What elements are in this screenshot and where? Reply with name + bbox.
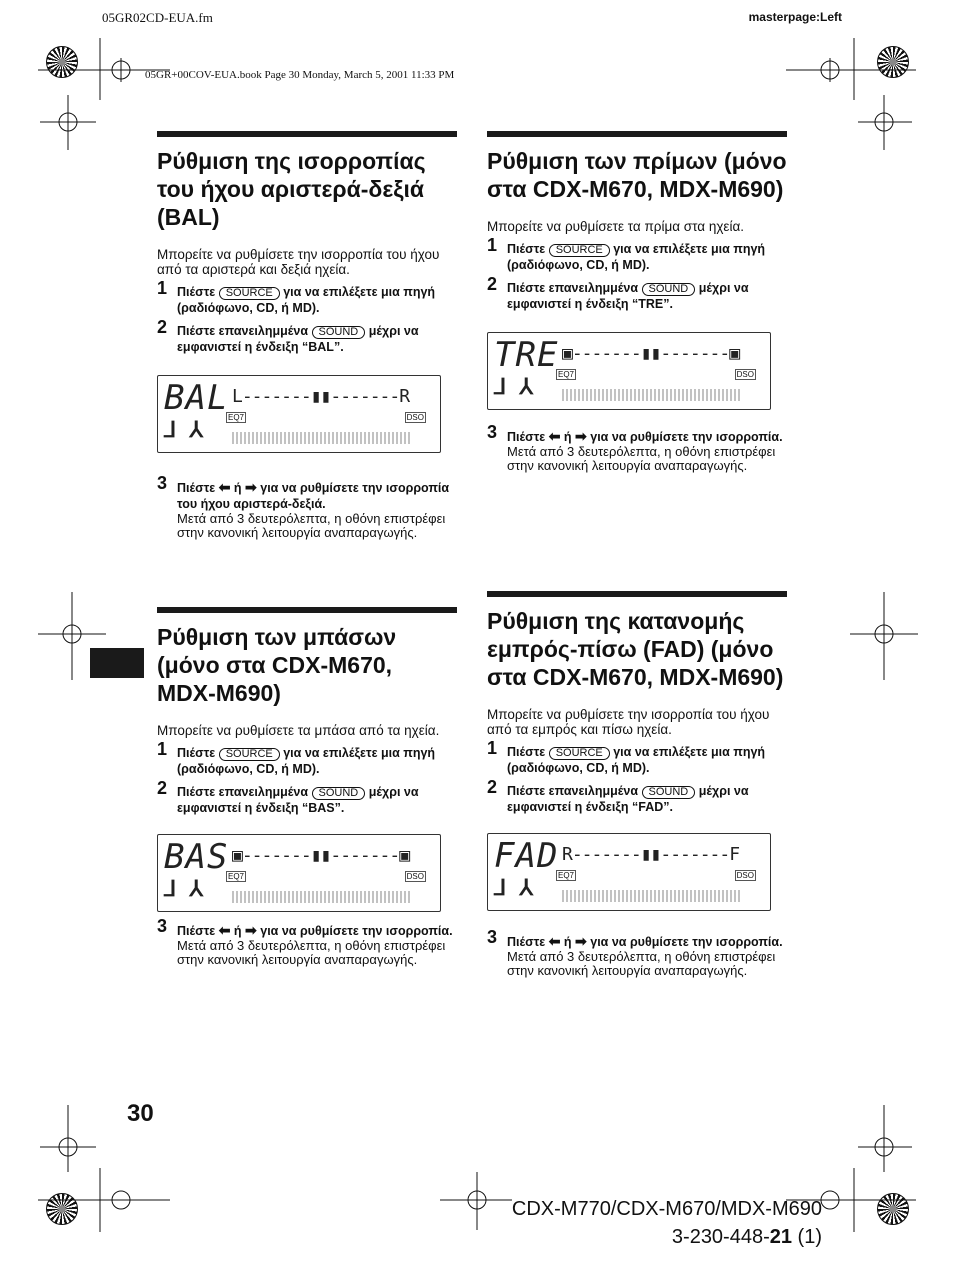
lcd-segment-icon: ⅃ ⅄ [494,375,533,400]
step-2 [487,777,787,815]
section-rule [487,591,787,597]
step-text: Πιέστε [177,746,216,760]
lcd-display-illustration [157,375,441,453]
step-text: Πιέστε επανειλημμένα [177,785,309,799]
right-arrow-icon: ➡ [245,479,257,495]
code-prefix: 3-230-448- [671,1226,770,1248]
lcd-eq-indicator: EQ7 [558,871,575,880]
model-list: CDX-M770/CDX-M670/MDX-M690 [511,1198,822,1220]
step-text: ή [563,430,572,444]
lcd-mode-text: BAS [164,837,229,877]
step-text: ή [233,924,242,938]
sound-key: SOUND [642,786,696,799]
lcd-dso-indicator: DSO [736,871,754,880]
section-treble [487,131,787,473]
lcd-level-bar: ▣-------▮▮-------▣ [232,845,410,866]
step-text: για να επιλέξετε μια πηγή (ραδιόφωνο, CD, ή MD). [507,242,766,272]
lcd-dso-indicator: DSO [406,413,424,422]
lcd-mode-text: BAL [164,378,229,418]
step-text: Πιέστε [177,285,216,299]
section-tab-marker [90,648,144,678]
step-text: για να επιλέξετε μια πηγή (ραδιόφωνο, CD, ή MD). [177,746,436,776]
lcd-dso-indicator: DSO [406,872,424,881]
step-text: για να ρυθμίσετε την ισορροπία. [590,430,783,444]
sound-key: SOUND [312,787,366,800]
step-text: για να επιλέξετε μια πηγή (ραδιόφωνο, CD, ή MD). [507,745,766,775]
step-text: Πιέστε επανειλημμένα [177,324,309,338]
step-number: 1 [157,739,168,759]
step-text: ή [563,935,572,949]
lcd-segment-icon: ⅃ ⅄ [164,418,203,443]
step-text: Πιέστε [507,935,546,949]
step-number: 3 [487,927,498,947]
step-1 [157,739,457,777]
lcd-segment-icon: ⅃ ⅄ [494,876,533,901]
source-key: SOURCE [549,747,610,760]
masterpage-label: masterpage:Left [748,10,842,24]
code-suffix: (1) [792,1226,822,1248]
lcd-mode-text: TRE [494,335,559,375]
section-title: Ρύθμιση των μπάσων (μόνο στα CDX-M670, MDX-M690) [157,624,397,706]
step-3 [487,422,787,473]
lcd-spectrum [232,891,412,903]
step-text: μέχρι να εμφανιστεί η ένδειξη “BAL”. [177,324,419,354]
book-info-line: 05GR+00COV-EUA.book Page 30 Monday, March 5, 2001 11:33 PM [145,69,455,81]
left-arrow-icon: ⬅ [218,479,231,495]
step-text: μέχρι να εμφανιστεί η ένδειξη “TRE”. [507,281,749,311]
step-text: Πιέστε [177,924,216,938]
step-text: ή [233,481,242,495]
step-number: 1 [487,235,498,255]
section-rule [487,131,787,137]
section-intro: Μπορείτε να ρυθμίσετε τα πρίμα στα ηχεία. [487,219,745,234]
lcd-segment-icon: ⅃ ⅄ [164,877,203,902]
step-number: 2 [487,777,498,797]
section-title: Ρύθμιση της ισορροπίας του ήχου αριστερά-δεξιά (BAL) [157,148,426,230]
sound-key: SOUND [642,283,696,296]
step-2 [157,317,457,355]
right-arrow-icon: ➡ [575,428,587,444]
step-2 [157,778,457,816]
section-fader [487,591,787,978]
lcd-spectrum [562,389,742,401]
left-arrow-icon: ⬅ [548,933,561,949]
step-number: 2 [487,274,498,294]
source-key: SOURCE [549,244,610,257]
section-balance [157,131,457,540]
step-1 [487,738,787,776]
step-number: 3 [157,916,168,936]
step-text: μέχρι να εμφανιστεί η ένδειξη “BAS”. [177,785,419,815]
section-rule [157,131,457,137]
lcd-display-illustration [487,332,771,410]
step-note: Μετά από 3 δευτερόλεπτα, η οθόνη επιστρέφει στην κανονική λειτουργία αναπαραγωγής. [177,938,446,967]
section-bass [157,607,457,967]
step-text: Πιέστε [177,481,216,495]
step-text: Πιέστε [507,430,546,444]
step-2 [487,274,787,312]
left-arrow-icon: ⬅ [548,428,561,444]
lcd-dso-indicator: DSO [736,370,754,379]
step-note: Μετά από 3 δευτερόλεπτα, η οθόνη επιστρέφει στην κανονική λειτουργία αναπαραγωγής. [177,511,446,540]
lcd-display-illustration [157,834,441,912]
step-text: μέχρι να εμφανιστεί η ένδειξη “FAD”. [507,784,749,814]
section-title: Ρύθμιση της κατανομής εμπρός-πίσω (FAD) (μόνο στα CDX-M670, MDX-M690) [487,608,784,690]
lcd-level-bar: L-------▮▮-------R [232,386,410,407]
step-1 [157,278,457,316]
step-note: Μετά από 3 δευτερόλεπτα, η οθόνη επιστρέφει στην κανονική λειτουργία αναπαραγωγής. [507,949,776,978]
code-revision: 21 [769,1226,792,1248]
step-number: 2 [157,317,168,337]
section-intro: Μπορείτε να ρυθμίσετε την ισορροπία του ήχου από τα αριστερά και δεξιά ηχεία. [157,247,440,277]
step-number: 2 [157,778,168,798]
right-arrow-icon: ➡ [575,933,587,949]
lcd-level-bar: ▣-------▮▮-------▣ [562,343,740,364]
step-text: για να ρυθμίσετε την ισορροπία. [590,935,783,949]
source-key: SOURCE [219,287,280,300]
step-number: 3 [487,422,498,442]
lcd-display-illustration [487,833,771,911]
step-number: 1 [157,278,168,298]
step-note: Μετά από 3 δευτερόλεπτα, η οθόνη επιστρέφει στην κανονική λειτουργία αναπαραγωγής. [507,444,776,473]
sound-key: SOUND [312,326,366,339]
step-1 [487,235,787,273]
section-intro: Μπορείτε να ρυθμίσετε την ισορροπία του ήχου από τα εμπρός και πίσω ηχεία. [487,707,770,737]
source-filename: 05GR02CD-EUA.fm [102,10,213,25]
section-rule [157,607,457,613]
lcd-level-bar: R-------▮▮-------F [562,844,740,865]
left-arrow-icon: ⬅ [218,922,231,938]
lcd-mode-text: FAD [494,836,559,876]
lcd-spectrum [232,432,412,444]
step-number: 1 [487,738,498,758]
step-text: Πιέστε [507,242,546,256]
lcd-eq-indicator: EQ7 [558,370,575,379]
right-arrow-icon: ➡ [245,922,257,938]
lcd-spectrum [562,890,742,902]
page-number: 30 [127,1100,154,1127]
section-intro: Μπορείτε να ρυθμίσετε τα μπάσα από τα ηχεία. [157,723,440,738]
section-title: Ρύθμιση των πρίμων (μόνο στα CDX-M670, MDX-M690) [487,148,787,202]
lcd-eq-indicator: EQ7 [228,872,245,881]
step-3 [487,927,787,978]
step-text: για να επιλέξετε μια πηγή (ραδιόφωνο, CD, ή MD). [177,285,436,315]
document-code [672,1226,822,1249]
step-number: 3 [157,473,168,493]
step-text: Πιέστε επανειλημμένα [507,784,639,798]
step-text: Πιέστε επανειλημμένα [507,281,639,295]
step-text: για να ρυθμίσετε την ισορροπία. [260,924,453,938]
step-text: Πιέστε [507,745,546,759]
source-key: SOURCE [219,748,280,761]
lcd-eq-indicator: EQ7 [228,413,245,422]
step-3 [157,473,457,540]
step-3 [157,916,457,967]
step-text: για να ρυθμίσετε την ισορροπία του ήχου αριστερά-δεξιά. [177,481,450,511]
